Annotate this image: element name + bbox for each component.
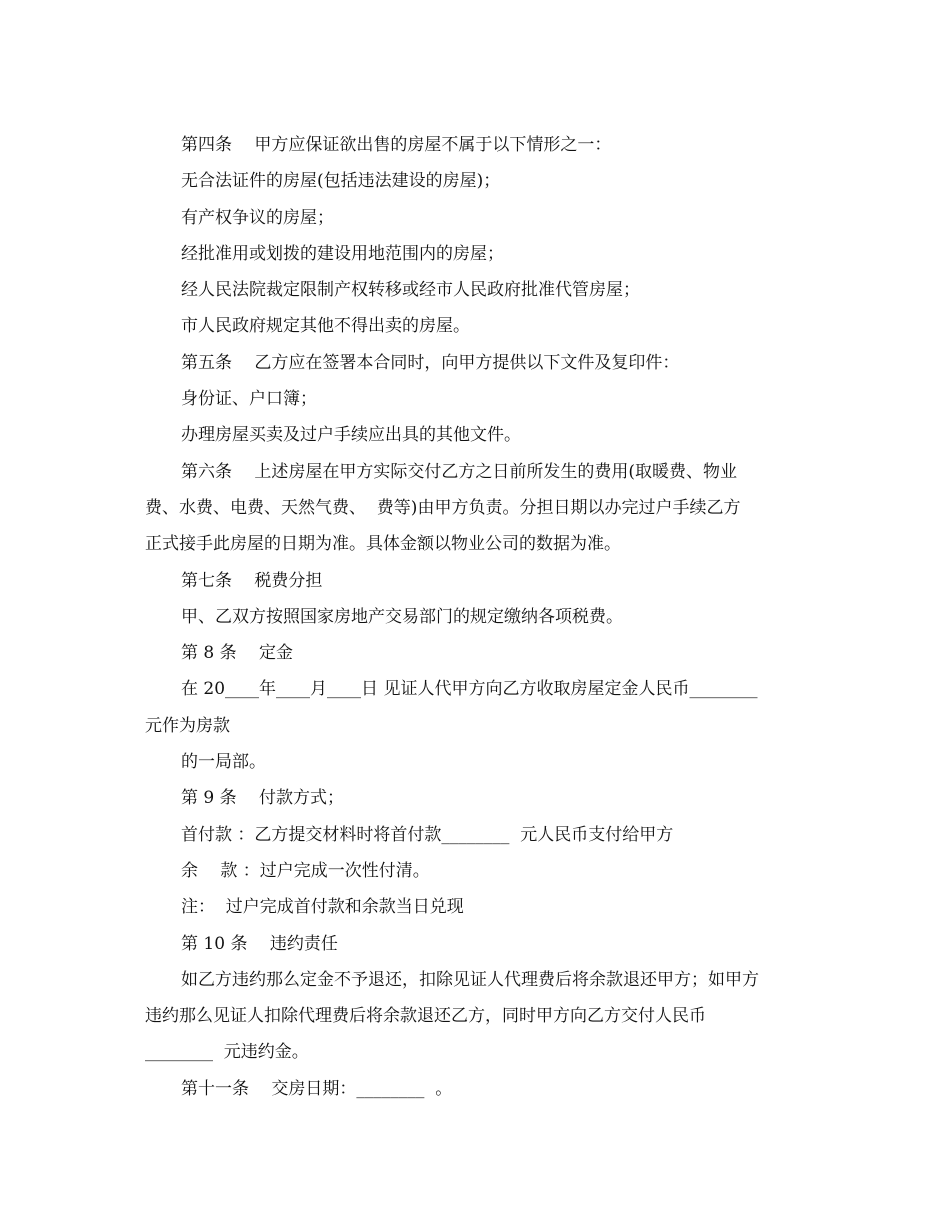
- contract-line: 第五条 乙方应在签署本合同时，向甲方提供以下文件及复印件：: [181, 352, 680, 373]
- contract-line: 无合法证件的房屋(包括违法建设的房屋)；: [181, 171, 501, 192]
- contract-line: 余 款 ：过户完成一次性付清。: [181, 860, 430, 881]
- contract-line: 甲、乙双方按照国家房地产交易部门的规定缴纳各项税费。: [181, 606, 623, 627]
- contract-line: 费、水费、电费、天然气费、 费等)由甲方负责。分担日期以办完过户手续乙方: [145, 497, 741, 518]
- contract-line: 市人民政府规定其他不得出卖的房屋。: [181, 316, 470, 337]
- contract-line: 经人民法院裁定限制产权转移或经市人民政府批准代管房屋；: [181, 280, 640, 301]
- contract-line: 第七条 税费分担: [181, 570, 323, 591]
- contract-line: 注： 过户完成首付款和余款当日兑现: [181, 897, 464, 918]
- contract-line: 第六条 上述房屋在甲方实际交付乙方之日前所发生的费用(取暖费、物业: [181, 461, 738, 482]
- contract-line: 第十一条 交房日期：________ 。: [181, 1078, 453, 1099]
- contract-line: 第四条 甲方应保证欲出售的房屋不属于以下情形之一：: [181, 135, 612, 155]
- contract-body: [145, 127, 805, 1107]
- contract-line: 有产权争议的房屋；: [181, 207, 334, 228]
- contract-line: ________ 元违约金。: [145, 1042, 309, 1063]
- contract-line: 的一局部。: [181, 752, 266, 773]
- contract-line: 如乙方违约那么定金不予退还，扣除见证人代理费后将余款退还甲方；如甲方: [181, 969, 759, 990]
- contract-line: 正式接手此房屋的日期为准。具体金额以物业公司的数据为准。: [145, 534, 621, 555]
- contract-line: 办理房屋买卖及过户手续应出具的其他文件。: [181, 425, 521, 446]
- contract-line: 违约那么见证人扣除代理费后将余款退还乙方，同时甲方向乙方交付人民币: [145, 1006, 706, 1027]
- contract-line: 首付款 ：乙方提交材料时将首付款________ 元人民币支付给甲方: [181, 824, 674, 845]
- contract-line: 第 10 条 违约责任: [181, 933, 338, 954]
- contract-line: 第 8 条 定金: [181, 643, 294, 664]
- contract-line: 在 20____年____月____日 见证人代甲方向乙方收取房屋定金人民币________: [181, 679, 758, 700]
- contract-line: 经批准用或划拨的建设用地范围内的房屋；: [181, 243, 504, 264]
- contract-line: 身份证、户口簿；: [181, 389, 317, 410]
- contract-line: 第 9 条 付款方式；: [181, 788, 345, 809]
- contract-line: 元作为房款: [145, 715, 230, 736]
